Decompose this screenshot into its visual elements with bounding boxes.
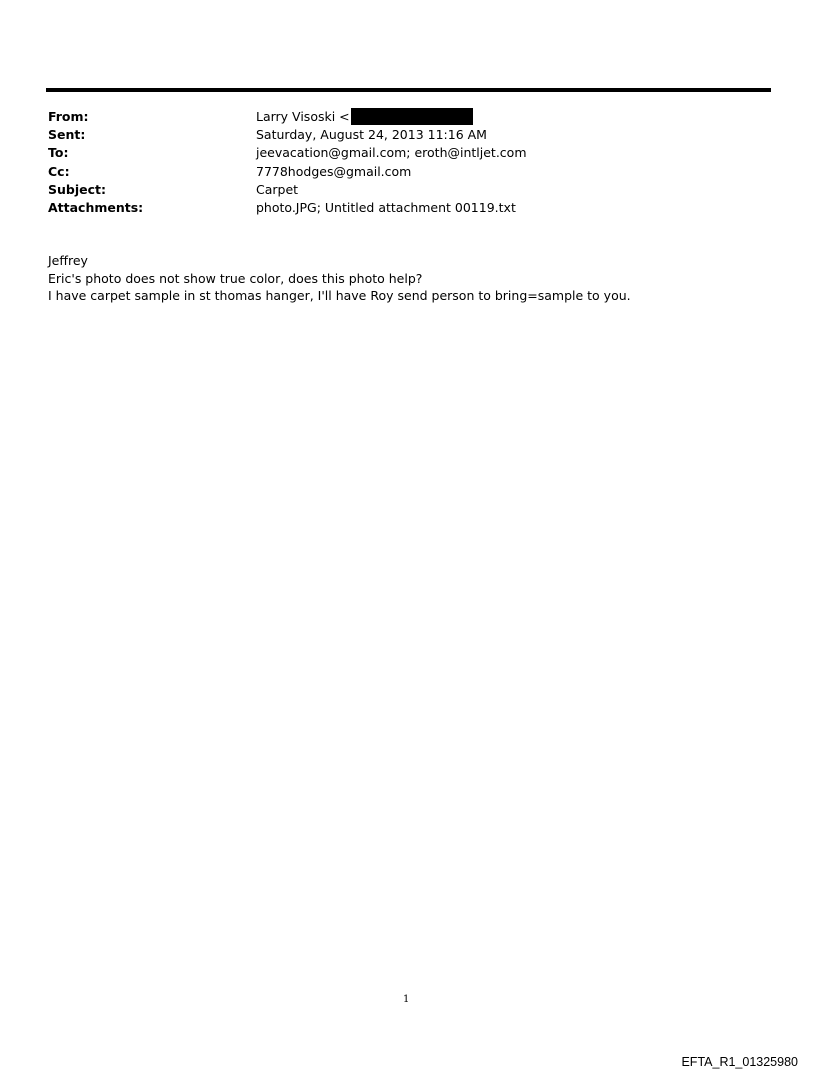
to-row — [48, 144, 748, 162]
attachments-row — [48, 199, 748, 217]
sender-name: Larry Visoski < — [256, 109, 350, 124]
sent-label: Sent: — [48, 127, 86, 143]
sent-row — [48, 126, 748, 144]
email-header — [48, 108, 748, 217]
from-label: From: — [48, 109, 89, 124]
attachments-value: photo.JPG; Untitled attachment 00119.txt — [256, 199, 516, 215]
header-divider — [46, 88, 771, 92]
subject-row — [48, 181, 748, 199]
attachments-label: Attachments: — [48, 199, 144, 215]
page-number: 1 — [403, 994, 410, 1005]
sent-value: Saturday, August 24, 2013 11:16 AM — [256, 127, 487, 143]
subject-label: Subject: — [48, 181, 106, 197]
redaction-block — [351, 108, 473, 125]
email-body — [48, 252, 631, 305]
cc-value: 7778hodges@gmail.com — [256, 163, 412, 179]
document-id: EFTA_R1_01325980 — [681, 1055, 798, 1069]
cc-row — [48, 163, 748, 181]
to-value: jeevacation@gmail.com; eroth@intljet.com — [256, 145, 527, 161]
body-line-greeting: Jeffrey — [48, 253, 88, 268]
body-line-3: I have carpet sample in st thomas hanger, I'll have Roy send person to bring=sample to you. — [48, 288, 631, 303]
from-row — [48, 108, 748, 126]
from-value — [256, 108, 473, 126]
cc-label: Cc: — [48, 163, 70, 179]
body-line-2: Eric's photo does not show true color, does this photo help? — [48, 270, 423, 286]
to-label: To: — [48, 145, 69, 161]
subject-value: Carpet — [256, 181, 299, 197]
